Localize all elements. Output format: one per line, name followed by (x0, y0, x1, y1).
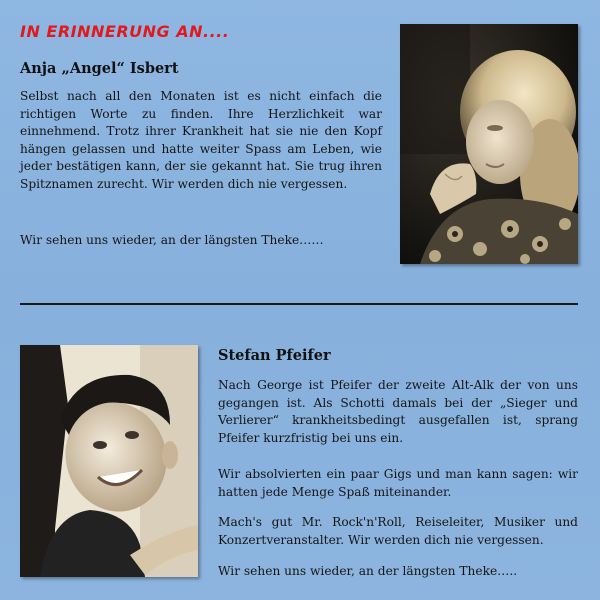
person1-paragraph-2: Wir sehen uns wieder, an der längsten Theke…… (20, 233, 324, 247)
person2-paragraph-2: Wir absolvierten ein paar Gigs und man kann sagen: wir hatten jede Menge Spaß miteinander. (218, 467, 578, 499)
person2-name: Stefan Pfeifer (218, 347, 331, 364)
person2-photo (20, 345, 198, 577)
person1-name: Anja „Angel“ Isbert (20, 60, 179, 77)
person1-paragraph-1: Selbst nach all den Monaten ist es nicht einfach die richtigen Worte zu finden. Ihre Herzlichkeit war einnehmend. Trotz ihrer Krankheit hat sie nie den Kopf hängen gelassen und hatte weiter Spass am Leben, wie jeder bestätigen kann, der sie gekannt hat. Sie trug ihren Spitznamen zurecht. Wir werden dich nie vergessen. (20, 89, 382, 191)
person1-photo (400, 24, 578, 264)
person2-paragraph-1: Nach George ist Pfeifer der zweite Alt-Alk der von uns gegangen ist. Als Schotti damals bei der „Sieger und Verlierer“ krankheitsbedingt ausgefallen ist, sprang Pfeifer kurzfristig bei uns ein. (218, 378, 578, 445)
person2-paragraph-4: Wir sehen uns wieder, an der längsten Theke….. (218, 564, 518, 578)
section-divider (20, 303, 578, 305)
person2-paragraph-3: Mach's gut Mr. Rock'n'Roll, Reiseleiter, Musiker und Konzertveranstalter. Wir werden dich nie vergessen. (218, 515, 578, 547)
portrait-man-image (20, 345, 198, 577)
section-heading: IN ERINNERUNG AN.... (20, 22, 230, 41)
portrait-woman-image (400, 24, 578, 264)
